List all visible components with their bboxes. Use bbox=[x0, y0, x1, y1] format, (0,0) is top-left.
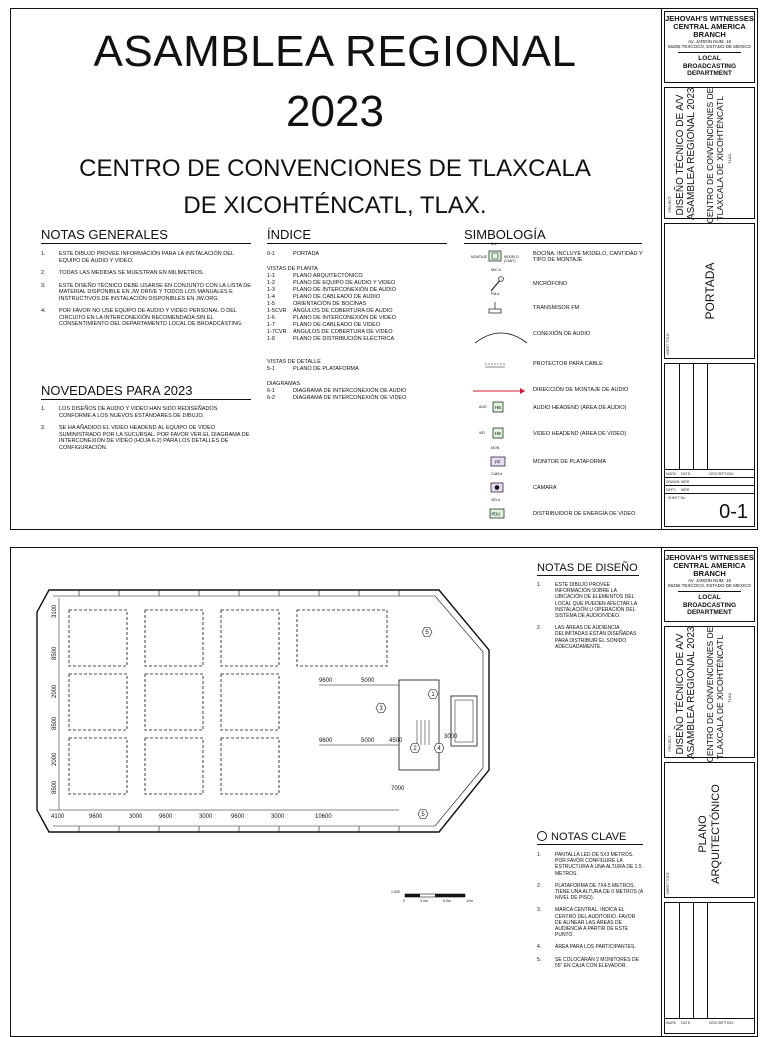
symbol-tag: FM-# bbox=[491, 292, 500, 296]
rev-date: DATE: bbox=[681, 472, 692, 476]
index-code: 1-7 bbox=[267, 322, 275, 328]
note-number: 1. bbox=[537, 582, 542, 588]
note-text: SE HA AÑADIDO EL VIDEO HEADEND AL EQUIPO DE VIDEO SUMINISTRADO POR LA SUCURSAL. POR FAVOR VER EL DIAGRAMA DE INTERCONEXIÓN DE VIDEO (HOJA 6-2) PARA LOS DETALLES DE CONFIGURACIÓN. bbox=[59, 425, 250, 451]
project-line2: ASAMBLEA REGIONAL 2023 bbox=[686, 626, 697, 759]
location-line2: TLAXCALA DE XICOHTÉNCATL bbox=[714, 95, 725, 221]
index-group-label: DIAGRAMAS bbox=[267, 381, 301, 387]
note-text: ÁREA PARA LOS PARTICIPANTES. bbox=[555, 944, 636, 951]
index-group-label: VISTAS DE DETALLE bbox=[267, 359, 321, 365]
circle-icon bbox=[537, 831, 547, 841]
index-row bbox=[267, 308, 457, 315]
index-name: PORTADA bbox=[293, 251, 320, 257]
index-code: 1-3 bbox=[267, 287, 275, 293]
svg-text:PDU: PDU bbox=[491, 511, 501, 517]
scale-tick: 0 bbox=[403, 899, 405, 903]
index-row bbox=[267, 388, 457, 395]
microphone-icon bbox=[471, 268, 529, 295]
symbol-label: AUDIO HEADEND (ÁREA DE AUDIO) bbox=[533, 405, 627, 411]
revision-box bbox=[664, 363, 755, 527]
note-item bbox=[41, 425, 251, 451]
note-text: PANTALLA LED DE 5X3 METROS. POR FAVOR CONFIGURE LA ESTRUCTURA A UNA ALTURA DE 1.5 METROS. bbox=[555, 852, 642, 877]
symbol-label: VIDEO HEADEND (ÁREA DE VIDEO) bbox=[533, 431, 627, 437]
cover-main-area bbox=[11, 9, 659, 529]
notas-diseno-heading: NOTAS DE DISEÑO bbox=[537, 562, 638, 574]
symbol-tag: VID bbox=[479, 431, 485, 435]
symbol-row bbox=[471, 323, 651, 345]
note-text: ESTE DIBUJO PROVEE INFORMACIÓN SOBRE LA UBICACIÓN DE ELEMENTOS DEL LOCAL QUE PUEDEN AFECTAR LA INSTALACIÓN U OPERACIÓN DEL SISTEMA DE AUDIO/VIDEO. bbox=[555, 582, 637, 620]
note-item bbox=[41, 270, 251, 277]
index-name: DIAGRAMA DE INTERCONEXIÓN DE AUDIO bbox=[293, 388, 407, 394]
building-outline bbox=[37, 590, 489, 832]
cover-title: ASAMBLEA REGIONAL bbox=[93, 27, 577, 76]
notas-clave-heading bbox=[537, 831, 643, 845]
camera-icon bbox=[471, 472, 529, 499]
org-box bbox=[664, 550, 755, 622]
symbol-label: CONEXIÓN DE AUDIO bbox=[533, 331, 591, 337]
location-line3: TLAX. bbox=[726, 691, 732, 703]
note-text: POR FAVOR NO USE EQUIPO DE AUDIO Y VIDEO PERSONAL O DEL CIRCUITO EN LA INTERCONEXIÓN RECOMENDADA SIN EL CONSENTIMIENTO DEL DEPARTAMENTO LOCAL DE BROADCASTING. bbox=[59, 308, 243, 327]
note-number: 2. bbox=[537, 625, 542, 632]
architectural-plan bbox=[19, 570, 542, 870]
keynote-hexagon bbox=[376, 704, 386, 713]
dimension-label: 2000 bbox=[52, 684, 58, 698]
index-code: 1-8 bbox=[267, 336, 275, 342]
scale-ticks bbox=[403, 899, 473, 903]
symbol-tag: VID-# bbox=[491, 498, 501, 502]
dimension-label: 5000 bbox=[361, 678, 375, 684]
fm-transmitter-icon bbox=[471, 292, 529, 319]
plan-main-area bbox=[11, 548, 659, 1036]
svg-text:PF: PF bbox=[495, 459, 501, 465]
audience-area bbox=[69, 738, 127, 794]
index-row bbox=[267, 329, 457, 336]
project-name bbox=[675, 626, 697, 759]
notas-clave-title: NOTAS CLAVE bbox=[551, 831, 627, 843]
dept-label: DEPT: bbox=[666, 488, 676, 492]
symbol-label: TRANSMISOR FM bbox=[533, 305, 580, 311]
audience-area bbox=[145, 738, 203, 794]
dimension-label: 8500 bbox=[52, 646, 58, 660]
index-name: ÁNGULOS DE COBERTURA DE VIDEO bbox=[293, 329, 393, 335]
dimension-label: 9600 bbox=[159, 814, 173, 820]
drawn-label: DRAWN: bbox=[666, 480, 681, 484]
dimension-label: 5000 bbox=[361, 738, 375, 744]
project-box bbox=[664, 87, 755, 224]
org-line2: CENTRAL AMERICA BRANCH bbox=[673, 22, 746, 39]
note-text: SE COLOCARÁN 2 MONITORES DE 55" EN CAJA CON ELEVADOR. bbox=[555, 956, 639, 969]
dept-line1: LOCAL bbox=[678, 52, 740, 63]
note-item bbox=[537, 582, 643, 619]
dimension-label: 3000 bbox=[129, 814, 143, 820]
note-text: LAS ÁREAS DE AUDIENCIA DELIMITADAS ESTÁN DISEÑADAS PARA DISTRIBUIR EL SONIDO ADECUADAMENTE. bbox=[555, 625, 637, 650]
rev-mark: MARK bbox=[666, 1021, 677, 1025]
svg-text:3: 3 bbox=[379, 706, 383, 712]
symbol-row bbox=[471, 353, 651, 375]
svg-text:HE: HE bbox=[495, 405, 502, 410]
project-box bbox=[664, 626, 755, 763]
dimension-label: 9600 bbox=[319, 678, 333, 684]
dimension-label: 9600 bbox=[89, 814, 103, 820]
note-item bbox=[537, 852, 643, 877]
sheet-title-line2: ARQUITECTÓNICO bbox=[710, 784, 722, 884]
keynote-hexagon bbox=[410, 744, 420, 753]
symbol-label: DISTRIBUIDOR DE ENERGÍA DE VIDEO bbox=[533, 511, 636, 517]
symbol-label: MICRÓFONO bbox=[533, 281, 568, 287]
keynote-hexagon bbox=[418, 810, 428, 819]
symbol-tag: MON bbox=[491, 446, 500, 450]
note-text: MARCA CENTRAL. INDICA EL CENTRO DEL AUDITORIO. FAVOR DE ALINEAR LAS ÁREAS DE AUDIENCIA A PARTIR DE ESTE PUNTO. bbox=[555, 907, 636, 939]
sheet-title-box bbox=[664, 223, 755, 359]
note-item bbox=[41, 283, 251, 303]
cover-venue-line1: CENTRO DE CONVENCIONES DE TLAXCALA bbox=[79, 155, 591, 182]
project-line2: ASAMBLEA REGIONAL 2023 bbox=[686, 87, 697, 220]
symbol-tag: AUD bbox=[479, 405, 487, 409]
audio-headend-icon bbox=[471, 397, 529, 419]
scale-bar bbox=[391, 888, 491, 908]
symbol-row bbox=[471, 423, 651, 445]
novedades-heading: NOVEDADES PARA 2023 bbox=[41, 383, 251, 400]
org-address2: 56266 TEXCOCO, ESTADO DE MEXICO bbox=[667, 44, 752, 49]
project-label: PROJECT: bbox=[668, 195, 672, 213]
note-text: LOS DISEÑOS DE AUDIO Y VIDEO HAN SIDO REDISEÑADOS CONFORME A LOS NUEVOS ESTÁNDARES DE DIBUJO. bbox=[59, 406, 218, 419]
index-name: PLANO DE PLATAFORMA bbox=[293, 366, 359, 372]
index-name: PLANO DE CABLEADO DE AUDIO bbox=[293, 294, 381, 300]
index-row bbox=[267, 273, 457, 280]
dimension-label: 3000 bbox=[271, 814, 285, 820]
revision-grid bbox=[665, 364, 754, 470]
stage-monitor-icon bbox=[471, 446, 529, 473]
symbol-row bbox=[471, 397, 651, 419]
rev-date: DATE: bbox=[681, 1021, 692, 1025]
dimension-label: 9600 bbox=[231, 814, 245, 820]
location-line1: CENTRO DE CONVENCIONES DE bbox=[704, 87, 715, 224]
project-line1: DISEÑO TÉCNICO DE A/V bbox=[675, 94, 686, 216]
note-number: 3. bbox=[41, 282, 46, 289]
index-name: PLANO DE DISTRIBUCIÓN ELÉCTRICA bbox=[293, 336, 395, 342]
index-code: 5-1 bbox=[267, 366, 275, 372]
keynote-hexagon bbox=[428, 690, 438, 699]
note-number: 5. bbox=[537, 956, 542, 963]
index-group-label: VISTAS DE PLANTA bbox=[267, 266, 318, 272]
audience-area bbox=[145, 674, 203, 730]
location-name bbox=[704, 87, 735, 224]
symbol-label: PROTECTOR PARA CABLE bbox=[533, 361, 603, 367]
note-item bbox=[41, 308, 251, 328]
index-row bbox=[267, 294, 457, 301]
symbol-tag: B-# bbox=[491, 242, 497, 246]
note-number: 3. bbox=[537, 907, 542, 914]
sheet-title: PORTADA bbox=[703, 262, 717, 320]
index-row bbox=[267, 366, 457, 373]
note-text: PLATAFORMA DE 7X4.5 METROS. TIENE UNA ALTURA DE 0 METROS (A NIVEL DE PISO). bbox=[555, 882, 643, 902]
keynote-hexagon bbox=[422, 628, 432, 637]
svg-text:2: 2 bbox=[413, 746, 417, 752]
cable-protector-icon bbox=[471, 353, 529, 375]
note-number: 2. bbox=[537, 882, 542, 889]
cover-venue-line2: DE XICOHTÉNCATL, TLAX. bbox=[183, 192, 487, 219]
index-name: PLANO DE INTERCONEXIÓN DE AUDIO bbox=[293, 287, 396, 293]
index-code: 6-1 bbox=[267, 388, 275, 394]
note-item bbox=[537, 944, 643, 950]
dimension-label: 3100 bbox=[52, 604, 58, 618]
note-number: 2. bbox=[41, 425, 46, 431]
sheet-no-label: SHEET No. bbox=[668, 496, 687, 500]
project-line1: DISEÑO TÉCNICO DE A/V bbox=[675, 633, 686, 755]
dimension-label: 3000 bbox=[199, 814, 213, 820]
dept-line1: LOCAL bbox=[678, 591, 740, 602]
symbol-model-label: MODELO (CANT) bbox=[504, 255, 519, 263]
sheet-number: 0-1 bbox=[719, 501, 748, 523]
cover-year: 2023 bbox=[286, 87, 384, 136]
org-line1: JEHOVAH'S WITNESSES bbox=[665, 553, 754, 562]
scale-tick: 12m bbox=[466, 899, 473, 903]
title-block bbox=[661, 548, 757, 1036]
note-number: 4. bbox=[41, 308, 46, 314]
org-address1: AV. JARDÍN NUM. 16 bbox=[687, 39, 731, 44]
symbol-label: CÁMARA bbox=[533, 485, 557, 491]
note-text: ESTE DIBUJO PROVEE INFORMACIÓN PARA LA INSTALACIÓN DEL EQUIPO DE AUDIO Y VIDEO. bbox=[59, 251, 234, 264]
keynote-hexagon bbox=[434, 744, 444, 753]
svg-text:5: 5 bbox=[425, 630, 429, 636]
index-row bbox=[267, 280, 457, 287]
index-row bbox=[267, 315, 457, 322]
note-number: 1. bbox=[41, 406, 46, 412]
notas-generales-list bbox=[41, 251, 251, 334]
dept-line3: DEPARTMENT bbox=[687, 609, 732, 616]
location-line2: TLAXCALA DE XICOHTÉNCATL bbox=[714, 634, 725, 760]
org-line2: CENTRAL AMERICA BRANCH bbox=[673, 561, 746, 578]
audience-area bbox=[297, 610, 387, 666]
dept-line2: BROADCASTING bbox=[682, 601, 737, 609]
symbol-label: BOCINA. INCLUYE MODELO, CANTIDAD Y TIPO DE MONTAJE bbox=[533, 251, 643, 263]
audience-area bbox=[221, 674, 279, 730]
revision-box bbox=[664, 902, 755, 1034]
index-name: PLANO DE EQUIPO DE AUDIO Y VIDEO bbox=[293, 280, 396, 286]
symbol-row bbox=[471, 292, 651, 319]
notas-clave-list bbox=[537, 852, 643, 975]
revision-grid bbox=[665, 903, 754, 1019]
audience-area bbox=[145, 610, 203, 666]
note-number: 4. bbox=[537, 944, 542, 951]
sheet-title-label: SHEET TITLE: bbox=[666, 332, 670, 356]
index-code: 1-7CVR bbox=[267, 329, 287, 335]
note-item bbox=[537, 907, 643, 938]
rev-mark: MARK bbox=[666, 472, 677, 476]
novedades-list bbox=[41, 406, 251, 457]
notas-generales-heading: NOTAS GENERALES bbox=[41, 227, 251, 244]
dimension-label: 10600 bbox=[315, 814, 332, 820]
audience-area bbox=[69, 610, 127, 666]
dimension-label: 4100 bbox=[51, 814, 65, 820]
dimension-label: 8500 bbox=[52, 716, 58, 730]
index-row bbox=[267, 336, 457, 343]
video-headend-icon bbox=[471, 423, 529, 445]
note-text: TODAS LAS MEDIDAS SE MUESTRAN EN MILÍMETROS. bbox=[59, 270, 205, 276]
index-code: 1-5CVR bbox=[267, 308, 287, 314]
sheet-cover bbox=[10, 8, 758, 530]
audience-area bbox=[221, 738, 279, 794]
scale-tick: 6.0m bbox=[443, 899, 451, 903]
scale-tick: 3.0m bbox=[420, 899, 428, 903]
index-row bbox=[267, 395, 457, 402]
svg-text:HE: HE bbox=[495, 431, 502, 436]
dimension-label: 8500 bbox=[52, 780, 58, 794]
index-code: 1-4 bbox=[267, 294, 275, 300]
svg-text:4: 4 bbox=[437, 746, 441, 752]
index-code: 1-6 bbox=[267, 315, 275, 321]
audience-area bbox=[69, 674, 127, 730]
sheet-title-line1: PLANO bbox=[697, 815, 709, 853]
dept-line2: BROADCASTING bbox=[682, 62, 737, 70]
dept-line3: DEPARTMENT bbox=[687, 70, 732, 77]
indice-list bbox=[267, 251, 457, 402]
org-address1: AV. JARDÍN NUM. 16 bbox=[687, 578, 731, 583]
audio-connection-icon bbox=[471, 323, 529, 345]
index-name: ÁNGULOS DE COBERTURA DE AUDIO bbox=[293, 308, 393, 314]
sheet-title-box bbox=[664, 762, 755, 898]
notas-diseno-list bbox=[537, 582, 643, 656]
index-row bbox=[267, 251, 457, 258]
dimension-label: 2000 bbox=[52, 752, 58, 766]
location-name bbox=[704, 626, 735, 763]
note-item bbox=[537, 957, 643, 969]
audience-area bbox=[221, 610, 279, 666]
symbol-label: MONITOR DE PLATAFORMA bbox=[533, 459, 607, 465]
index-name: ORIENTACIÓN DE BOCINAS bbox=[293, 301, 367, 307]
note-number: 1. bbox=[41, 251, 46, 257]
index-code: 1-1 bbox=[267, 273, 275, 279]
note-item bbox=[537, 883, 643, 902]
index-name: PLANO DE INTERCONEXIÓN DE VIDEO bbox=[293, 315, 396, 321]
note-text: ESTE DISEÑO TÉCNICO DEBE USARSE EN CONJUNTO CON LA LISTA DE MATERIAL DISPONIBLE EN JW DRIVE Y TODOS LOS MANUALES E INSTRUCTIVOS DE INSTALACIÓN DISPONIBLES EN JW.ORG. bbox=[59, 282, 251, 302]
svg-text:1: 1 bbox=[431, 692, 435, 698]
svg-text:5: 5 bbox=[421, 812, 425, 818]
index-name: PLANO ARQUITECTÓNICO bbox=[293, 273, 363, 279]
org-line1: JEHOVAH'S WITNESSES bbox=[665, 14, 754, 23]
symbol-tag: CAM-# bbox=[491, 472, 503, 476]
dimension-label: 7000 bbox=[391, 786, 405, 792]
location-line1: CENTRO DE CONVENCIONES DE bbox=[704, 626, 715, 763]
index-row bbox=[267, 301, 457, 308]
rev-desc: DESCRIPTION: bbox=[709, 472, 734, 476]
title-block bbox=[661, 9, 757, 529]
org-address2: 56266 TEXCOCO, ESTADO DE MEXICO bbox=[667, 583, 752, 588]
note-item bbox=[537, 625, 643, 650]
note-item bbox=[41, 251, 251, 264]
index-code: 1-5 bbox=[267, 301, 275, 307]
index-name: DIAGRAMA DE INTERCONEXIÓN DE VIDEO bbox=[293, 395, 407, 401]
symbol-row bbox=[471, 472, 651, 499]
index-name: PLANO DE CABLEADO DE VIDEO bbox=[293, 322, 381, 328]
speaker-icon bbox=[471, 242, 529, 269]
dimension-label: 3000 bbox=[444, 734, 458, 740]
note-number: 1. bbox=[537, 852, 542, 858]
symbol-label: DIRECCIÓN DE MONTAJE DE AUDIO bbox=[533, 387, 629, 393]
index-row bbox=[267, 287, 457, 294]
sheet-floor-plan bbox=[10, 547, 758, 1037]
project-name bbox=[675, 87, 697, 220]
symbol-mount-label: MONTAJE bbox=[471, 255, 487, 259]
index-code: 6-2 bbox=[267, 395, 275, 401]
symbol-row bbox=[471, 498, 651, 525]
sheet-title-label: SHEET TITLE: bbox=[666, 871, 670, 895]
sheet-title bbox=[697, 774, 723, 894]
index-code: 0-1 bbox=[267, 251, 275, 257]
project-label: PROJECT: bbox=[668, 734, 672, 752]
index-code: 1-2 bbox=[267, 280, 275, 286]
location-line3: TLAX. bbox=[726, 152, 732, 164]
drawn-value: WRR bbox=[681, 480, 690, 484]
symbol-row bbox=[471, 446, 651, 473]
simbologia-heading: SIMBOLOGÍA bbox=[464, 227, 642, 244]
dept-value: WRR bbox=[681, 488, 690, 492]
note-item bbox=[41, 406, 251, 419]
symbol-tag: MIC-# bbox=[491, 268, 501, 272]
note-number: 2. bbox=[41, 270, 46, 276]
index-row bbox=[267, 322, 457, 329]
dimension-label: 4500 bbox=[389, 738, 403, 744]
symbol-row bbox=[471, 242, 651, 269]
rev-desc: DESCRIPTION: bbox=[709, 1021, 734, 1025]
video-pdu-icon bbox=[471, 498, 529, 525]
scale-label: 1:300 bbox=[391, 890, 400, 894]
org-box bbox=[664, 11, 755, 83]
indice-heading: ÍNDICE bbox=[267, 227, 447, 244]
dimension-label: 9600 bbox=[319, 738, 333, 744]
